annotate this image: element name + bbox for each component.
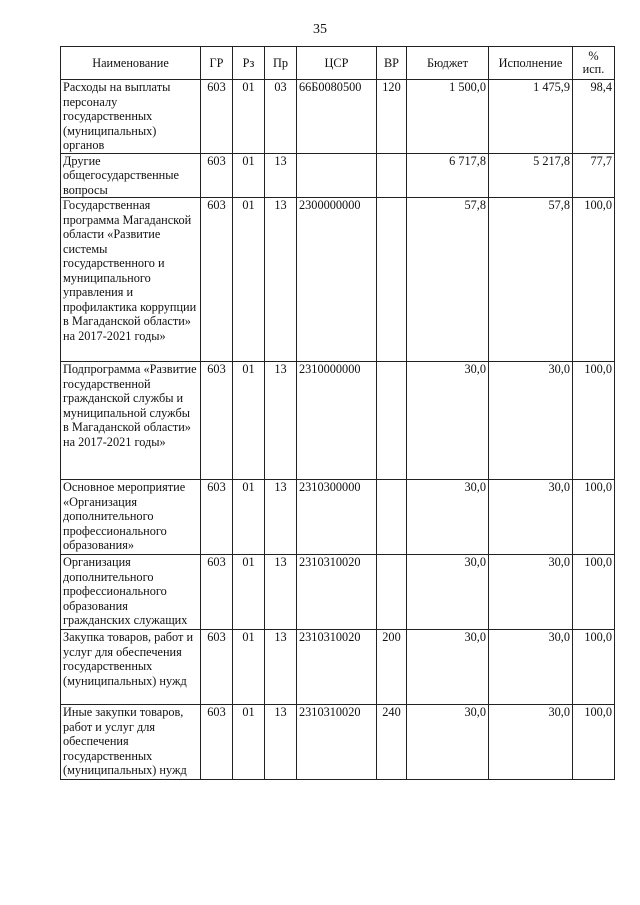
table-row	[61, 555, 615, 630]
row-pct: 100,0	[573, 630, 615, 705]
row-execution: 30,0	[489, 630, 573, 705]
row-budget: 6 717,8	[407, 153, 489, 198]
row-rz: 01	[233, 630, 265, 705]
row-pct: 100,0	[573, 705, 615, 780]
row-csr: 2310000000	[297, 362, 377, 480]
row-csr: 2310310020	[297, 705, 377, 780]
row-budget: 30,0	[407, 362, 489, 480]
row-pct: 77,7	[573, 153, 615, 198]
row-rz: 01	[233, 153, 265, 198]
header-name: Наименование	[61, 47, 201, 80]
row-vr: 120	[377, 80, 407, 154]
row-budget: 30,0	[407, 630, 489, 705]
row-execution: 30,0	[489, 555, 573, 630]
header-gr: ГР	[201, 47, 233, 80]
row-pct: 100,0	[573, 480, 615, 555]
row-rz: 01	[233, 705, 265, 780]
header-vr: ВР	[377, 47, 407, 80]
row-gr: 603	[201, 80, 233, 154]
row-rz: 01	[233, 80, 265, 154]
row-gr: 603	[201, 705, 233, 780]
row-budget: 30,0	[407, 480, 489, 555]
row-budget: 1 500,0	[407, 80, 489, 154]
row-budget: 30,0	[407, 705, 489, 780]
table-row	[61, 153, 615, 198]
page-number: 35	[313, 22, 327, 37]
row-name: Государственная программа Магаданской области «Развитие системы государственного и муниципального управления и профилактика коррупции в Магаданской области» на 2017-2021 годы»	[61, 198, 201, 362]
row-pr: 13	[265, 630, 297, 705]
row-gr: 603	[201, 362, 233, 480]
header-pr: Пр	[265, 47, 297, 80]
row-csr: 2310310020	[297, 555, 377, 630]
row-rz: 01	[233, 480, 265, 555]
row-csr	[297, 153, 377, 198]
row-gr: 603	[201, 630, 233, 705]
budget-table	[60, 46, 615, 780]
row-pr: 13	[265, 555, 297, 630]
row-execution: 30,0	[489, 705, 573, 780]
row-name: Закупка товаров, работ и услуг для обеспечения государственных (муниципальных) нужд	[61, 630, 201, 705]
row-pr: 13	[265, 198, 297, 362]
row-gr: 603	[201, 153, 233, 198]
table-row	[61, 705, 615, 780]
row-vr	[377, 480, 407, 555]
header-execution: Исполнение	[489, 47, 573, 80]
row-name: Иные закупки товаров, работ и услуг для обеспечения государственных (муниципальных) нужд	[61, 705, 201, 780]
row-vr	[377, 555, 407, 630]
row-rz: 01	[233, 362, 265, 480]
row-vr: 200	[377, 630, 407, 705]
row-execution: 57,8	[489, 198, 573, 362]
row-csr: 2310310020	[297, 630, 377, 705]
row-gr: 603	[201, 198, 233, 362]
row-pct: 98,4	[573, 80, 615, 154]
row-vr	[377, 153, 407, 198]
table-row	[61, 480, 615, 555]
row-budget: 57,8	[407, 198, 489, 362]
row-name: Подпрограмма «Развитие государственной гражданской службы и муниципальной службы в Магаданской области» на 2017-2021 годы»	[61, 362, 201, 480]
row-csr: 2310300000	[297, 480, 377, 555]
header-rz: Рз	[233, 47, 265, 80]
row-csr: 2300000000	[297, 198, 377, 362]
table-row	[61, 198, 615, 362]
header-pct-text: исп.	[582, 62, 605, 76]
row-execution: 5 217,8	[489, 153, 573, 198]
header-pct-symbol: %	[588, 49, 599, 63]
row-vr	[377, 198, 407, 362]
row-execution: 30,0	[489, 362, 573, 480]
row-gr: 603	[201, 555, 233, 630]
row-name: Расходы на выплаты персоналу государственных (муниципальных) органов	[61, 80, 201, 154]
row-execution: 30,0	[489, 480, 573, 555]
row-pr: 13	[265, 153, 297, 198]
row-pr: 13	[265, 362, 297, 480]
table-row	[61, 630, 615, 705]
header-csr: ЦСР	[297, 47, 377, 80]
row-budget: 30,0	[407, 555, 489, 630]
row-name: Основное мероприятие «Организация дополнительного профессионального образования»	[61, 480, 201, 555]
header-pct	[573, 47, 615, 80]
row-pr: 13	[265, 480, 297, 555]
row-rz: 01	[233, 555, 265, 630]
row-gr: 603	[201, 480, 233, 555]
row-csr: 66Б0080500	[297, 80, 377, 154]
row-pct: 100,0	[573, 362, 615, 480]
row-pct: 100,0	[573, 555, 615, 630]
row-rz: 01	[233, 198, 265, 362]
row-pr: 13	[265, 705, 297, 780]
row-vr: 240	[377, 705, 407, 780]
table-row	[61, 80, 615, 154]
row-pct: 100,0	[573, 198, 615, 362]
row-name: Другие общегосударственные вопросы	[61, 153, 201, 198]
row-pr: 03	[265, 80, 297, 154]
row-execution: 1 475,9	[489, 80, 573, 154]
header-budget: Бюджет	[407, 47, 489, 80]
table-header-row	[61, 47, 615, 80]
row-vr	[377, 362, 407, 480]
table-row	[61, 362, 615, 480]
row-name: Организация дополнительного профессионального образования гражданских служащих	[61, 555, 201, 630]
